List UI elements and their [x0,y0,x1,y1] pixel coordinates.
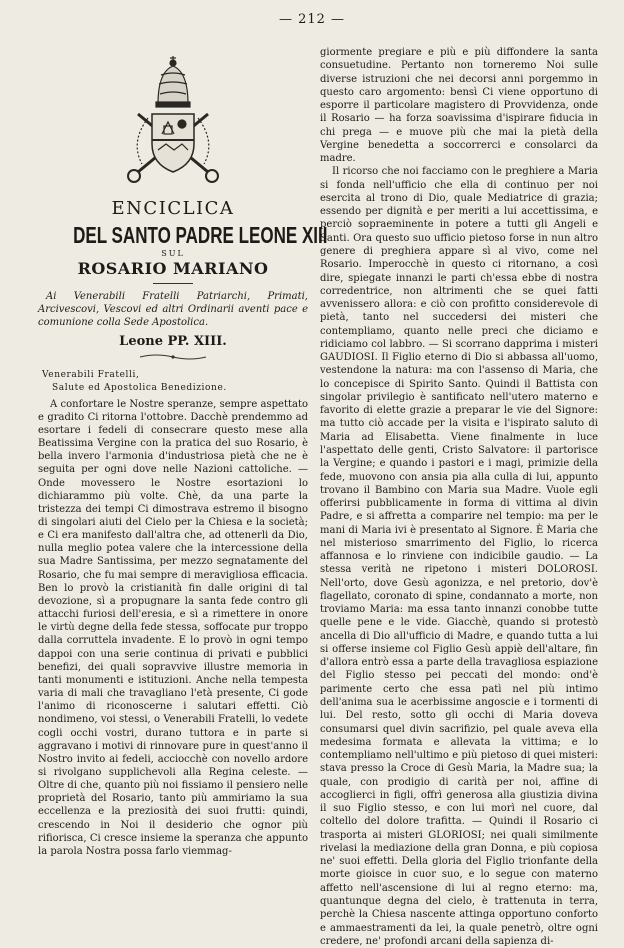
right-column [320,46,598,948]
title-divider [153,283,193,284]
title-sul: SUL [161,249,185,258]
title-santo-padre: DEL SANTO PADRE LEONE XIII [73,222,328,248]
address-text: Ai Venerabili Fratelli Patriarchi, Primati, Arcivescovi, Vescovi ed altri Ordinarii aventi pace e comunione colla Sede Apostolica. [38,291,308,329]
signature-leone: Leone PP. XIII. [119,333,227,349]
salutation [38,369,308,395]
salutation-line-2: Salute ed Apostolica Benedizione. [52,382,227,393]
title-enciclica: ENCICLICA [111,198,235,219]
left-column [38,42,328,858]
papal-coat-of-arms [108,52,238,192]
ornament-divider [138,353,208,361]
salutation-line-1: Venerabili Fratelli, [42,369,140,380]
page-number: — 212 — [278,12,346,27]
body-paragraph-right-1: giormente pregiare e più e più diffondere la santa consuetudine. Pertanto non torneremo Noi sulle diverse istruzioni che nei decorsi anni porgemmo in questo caro argomento: bensì Ci viene opportuno di esporre il particolare magistero di Provvidenza, onde il Rosario — ha forza soavissima d'ispirare fiducia in chi prega — e muove più che mai la pietà della Vergine benedetta a soccorrerci e consolarci da madre. [320,47,598,165]
body-paragraph-left: A confortare le Nostre speranze, sempre aspettato e gradito Ci ritorna l'ottobre. Dacchè prendemmo ad esortare i fedeli di consecrare questo mese alla Beatissima Vergine con la pratica del suo Rosario, è bella invero l'armonia d'industriosa pietà che ne è seguita per ogni dove nelle Nazioni cattoliche. — Onde movessero le Nostre esortazioni lo dichiarammo più volte. Chè, da una parte la tristezza dei tempi Ci dimostrava estremo il bisogno di singolari aiuti del Cielo per la Chiesa e la società; e Ci era manifesto dall'altra che, ad ottenerli da Dio, nulla meglio potea valere che la intercessione della sua Madre Santissima, per mezzo segnatamente del Rosario, che fu mai sempre di meravigliosa efficacia. Ben lo provò la cristianità fin dalle origini di tal devozione, sì a propugnare la santa fede contro gli attacchi furiosi dell'eresia, e sì a rimettere in onore le virtù degne della fede stessa, soffocate pur troppo dalla corruttela invadente. E lo provò in ogni tempo dappoi con una serie continua di privati e pubblici benefizi, dei quali sopravvive illustre memoria in tanti monumenti e istituzioni. Anche nella tempesta varia di mali che travagliano l'età presente, Ci gode l'animo di riconoscerne i salutari effetti. Ciò nondimeno, voi stessi, o Venerabili Fratelli, lo vedete cogli occhi vostri, durano tuttora e in parte si aggravano i motivi di rinnovare pure in quest'anno il Nostro invito ai fedeli, acciocchè con novello ardore si rivolgano supplichevoli alla Regina celeste. — Oltre di che, quanto più noi fissiamo il pensiero nelle proprietà del Rosario, tanto più ammiriamo la sua eccellenza e la preziosità dei suoi frutti: quindi, crescendo in Noi il desiderio che ognor più rifiorisca, Ci cresce insieme la speranza che appunto la parola Nostra possa farlo viemmag- [38,398,308,857]
title-rosario-mariano: ROSARIO MARIANO [77,259,269,278]
body-paragraph-right-2: Il ricorso che noi facciamo con le preghiere a Maria si fonda nell'ufficio che ella di continuo per noi esercita al trono di Dio, quale Mediatrice di grazia; essendo per dignità e per meriti a lui accettissima, e perciò sopraeminente in potere a tutti gli Angeli e Santi. Ora questo suo ufficio pietoso forse in nun altro genere di preghiera appare sì al vivo, come nel Rosario. Imperocchè in questo ci ritornano, a così dire, spiegate innanzi le parti ch'essa ebbe di nostra corredentrice, non altrimenti che se quei fatti avvenissero allora: e ciò con profitto considerevole di pietà, tanto nel succedersi dei misteri che contempliamo, quanto nelle preci che diciamo e ridiciamo col labbro. — Si scorrano dapprima i misteri GAUDIOSI. Il Figlio eterno di Dio si abbassa all'uomo, vestendone la natura: ma con l'assenso di Maria, che lo concepisce di Spirito Santo. Quindi il Battista con singolar privilegio è santificato nell'utero materno e favorito di elette grazie a preparar le vie del Signore: ma tutto ciò accade per la visita e l'ispirato saluto di Maria ad Elisabetta. Viene finalmente in luce l'aspettato delle genti, Cristo Salvatore: il partorisce la Vergine; e quando i pastori e i magi, primizie della fede, muovono con ansia pia alla culla di lui, appunto trovano il Bambino con Maria sua Madre. Vuole egli offerirsi pubblicamente in forma di vittima al divin Padre, e si affretta a comparire nel tempio: ma per le mani di Maria ivi è presentato al Signore. È Maria che nel misterioso smarrimento del Figlio, lo ricerca affannosa e lo rinviene con indicibile gaudio. — La stessa verità ne ripetono i misteri DOLOROSI. Nell'orto, dove Gesù agonizza, e nel pretorio, dov'è flagellato, coronato di spine, condannato a morte, non troviamo Maria: ma essa tanto innanzi conobbe tutte quelle pene e le vide. Giacchè, quando si protestò ancella di Dio all'ufficio di Madre, e quando tutta a lui si offerse insieme col Figlio Gesù appiè dell'altare, fin d'allora entrò essa a parte della travagliosa espiazione del Figlio stesso pei peccati del mondo: ond'è parimente certo che essa patì nel più intimo dell'anima sua le acerbissime angoscie e i tormenti di lui. Del resto, sotto gli occhi di Maria doveva consumarsi quel divin sacrifizio, pel quale aveva ella medesima formata e allevata la vittima; e lo contempliamo nell'ultimo e più pietoso di quei misteri: stava presso la Croce di Gesù Maria, la Madre sua; la quale, con prodigio di carità per noi, affine di accoglierci in figli, offrì generosa alla giustizia divina il suo Figlio stesso, e con lui morì nel cuore, dal coltello del dolore trafitta. — Quindi il Rosario ci trasporta ai misteri GLORIOSI; nei quali similmente rivelasi la mediazione della gran Donna, e più copiosa ne' suoi effetti. Della gloria del Figlio trionfante della morte gioisce in cuor suo, e lo segue con materno affetto nell'ascensione di lui al regno eterno: ma, quantunque degna del cielo, è trattenuta in terra, perchè la Chiesa nascente attinga opportuno conforto e ammaestramenti da lei, la quale penetrò, oltre ogni credere, ne' profondi arcani della sapienza di- [320,166,598,947]
